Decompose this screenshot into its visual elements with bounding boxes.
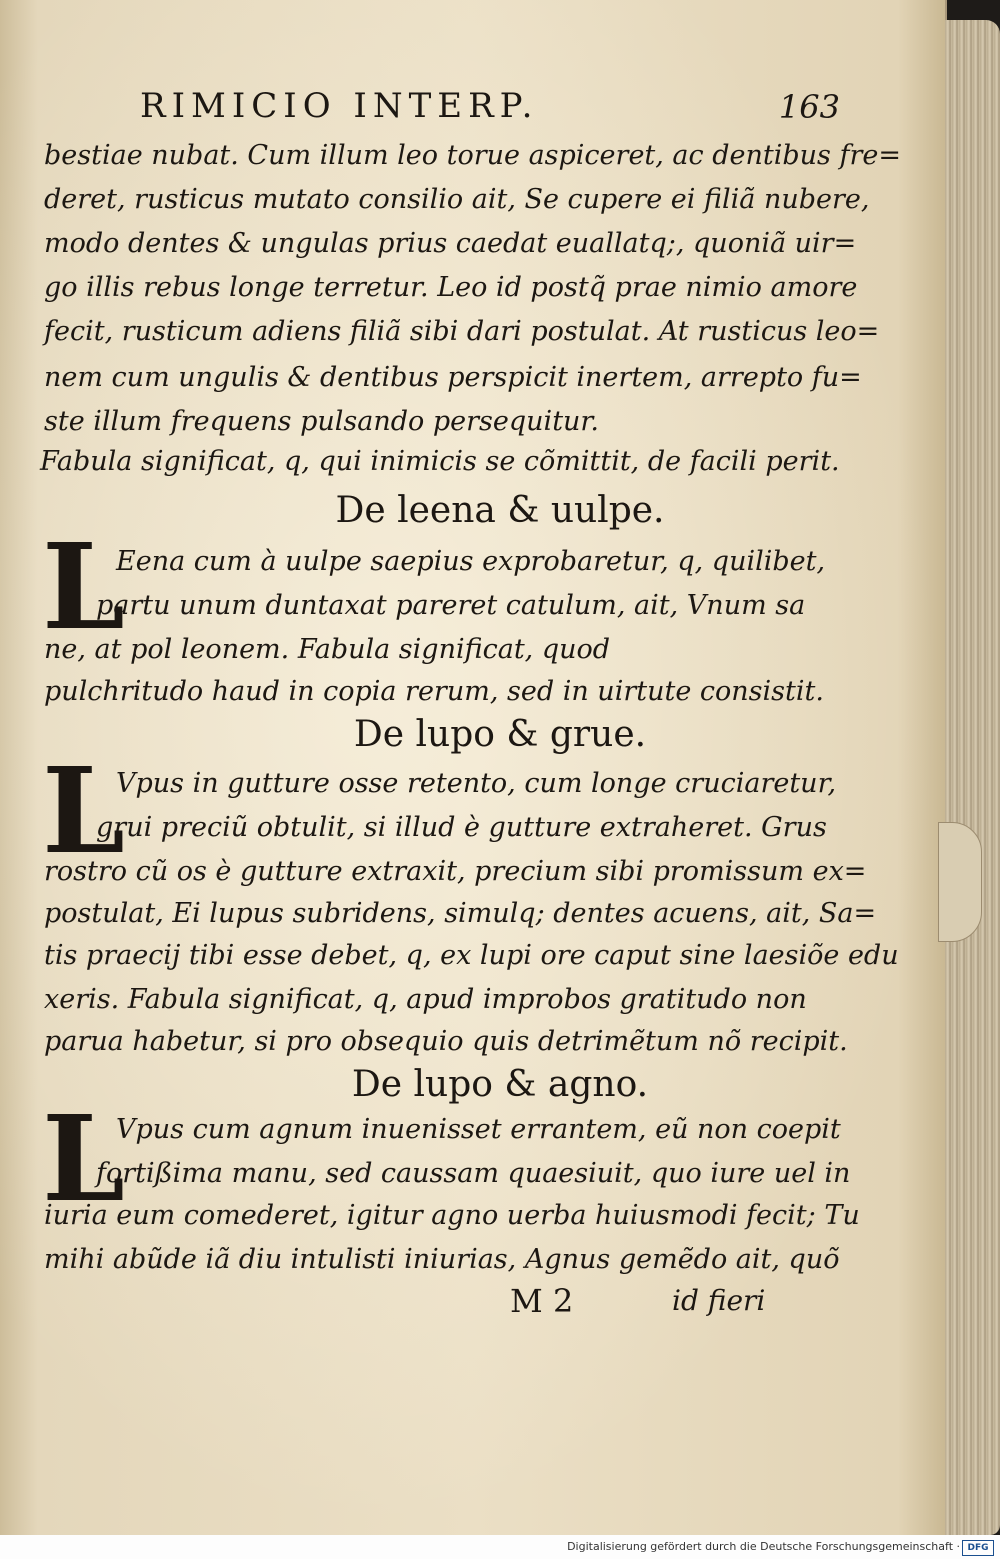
- page-number: 163: [778, 88, 840, 126]
- text-line: parua habetur, si pro obsequio quis detrimẽtum nõ recipit.: [44, 1026, 848, 1057]
- text-line: pulchritudo haud in copia rerum, sed in uirtute consistit.: [44, 676, 824, 707]
- drop-cap: L: [42, 741, 125, 880]
- text-line: mihi abũde iã diu intulisti iniurias, Agnus gemẽdo ait, quõ: [44, 1244, 840, 1275]
- text-line: Vpus in gutture osse retento, cum longe cruciaretur,: [116, 768, 837, 799]
- text-line: rostro cũ os è gutture extraxit, precium sibi promissum ex=: [44, 856, 867, 887]
- page-clasp-tab: [938, 822, 982, 942]
- fable-title: De leena & uulpe.: [335, 490, 665, 531]
- text-line: tis praecij tibi esse debet, q, ex lupi ore caput sine laesiõe edu: [44, 940, 899, 971]
- funding-credit: Digitalisierung gefördert durch die Deutsche Forschungsgemeinschaft ·: [567, 1540, 960, 1553]
- text-line: ne, at pol leonem. Fabula significat, quod: [44, 634, 611, 665]
- text-line: partu unum duntaxat pareret catulum, ait, Vnum sa: [96, 590, 806, 621]
- moral-line: Fabula significat, q, qui inimicis se cõmittit, de facili perit.: [40, 446, 840, 477]
- text-line: nem cum ungulis & dentibus perspicit inertem, arrepto fu=: [44, 362, 862, 393]
- text-line: bestiae nubat. Cum illum leo torue aspiceret, ac dentibus fre=: [44, 140, 901, 171]
- text-line: Vpus cum agnum inuenisset errantem, eũ non coepit: [116, 1114, 841, 1145]
- dfg-logo: DFG: [962, 1540, 994, 1556]
- fable-title: De lupo & agno.: [351, 1064, 649, 1105]
- catchword: id fieri: [672, 1284, 766, 1317]
- text-line: deret, rusticus mutato consilio ait, Se cupere ei filiã nubere,: [44, 184, 870, 215]
- running-head: RIMICIO INTERP.: [140, 86, 539, 126]
- drop-cap: L: [42, 1089, 125, 1228]
- text-line: iuria eum comederet, igitur agno uerba huiusmodi fecit; Tu: [44, 1200, 860, 1231]
- page-header: [100, 86, 840, 136]
- text-line: Eena cum à uulpe saepius exprobaretur, q, quilibet,: [116, 546, 826, 577]
- text-line: postulat, Ei lupus subridens, simulq; dentes acuens, ait, Sa=: [44, 898, 877, 929]
- text-line: xeris. Fabula significat, q, apud improbos gratitudo non: [44, 984, 807, 1015]
- signature-mark: M 2: [510, 1282, 574, 1320]
- fable-title: De lupo & grue.: [353, 714, 647, 755]
- text-line: fortißima manu, sed caussam quaesiuit, quo iure uel in: [96, 1158, 851, 1189]
- text-line: fecit, rusticum adiens filiã sibi dari postulat. At rusticus leo=: [44, 316, 880, 347]
- book-fore-edge: [945, 20, 1000, 1535]
- text-line: grui preciũ obtulit, si illud è gutture extraheret. Grus: [96, 812, 827, 843]
- text-line: go illis rebus longe terretur. Leo id postq̃ prae nimio amore: [44, 272, 858, 303]
- text-line: ste illum frequens pulsando persequitur.: [44, 406, 599, 437]
- drop-cap: L: [42, 517, 125, 656]
- text-line: modo dentes & ungulas prius caedat euallatq;, quoniã uir=: [44, 228, 857, 259]
